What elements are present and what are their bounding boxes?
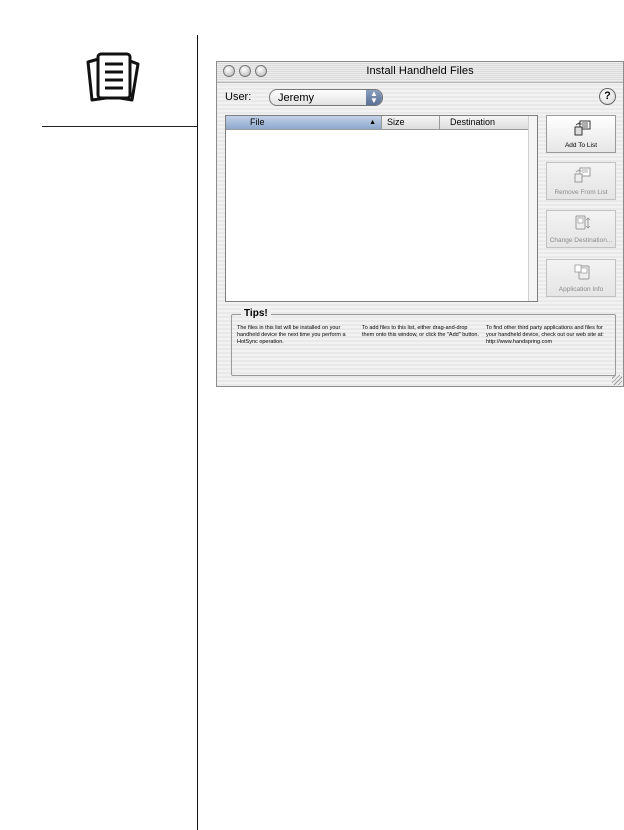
remove-file-icon [573, 167, 591, 183]
column-header-destination[interactable]: Destination [440, 116, 532, 129]
file-list[interactable] [225, 115, 538, 302]
tip-find-apps: To find other third party applications and files for your handheld device, check out our web site at: http://www.handspring.com [486, 325, 604, 345]
tip-install-info: The files in this list will be installed on your handheld device the next time you perform a HotSync operation. [237, 325, 346, 345]
application-info-button[interactable] [546, 259, 616, 297]
note-pages-icon [84, 52, 144, 104]
sort-ascending-icon: ▲ [369, 119, 376, 126]
user-label: User: [225, 91, 252, 103]
tip-add-files: To add files to this list, either drag-and-drop them onto this window, or click the "Add" button. [362, 325, 480, 338]
application-info-icon [573, 264, 591, 280]
list-header [226, 116, 537, 130]
user-popup-menu[interactable] [269, 89, 383, 106]
change-destination-label: Change Destination... [549, 237, 613, 244]
change-destination-button[interactable] [546, 210, 616, 248]
margin-vertical-rule [197, 35, 198, 830]
remove-from-list-label: Remove From List [554, 189, 608, 196]
column-header-size[interactable]: Size [382, 116, 440, 129]
list-scrollbar[interactable] [528, 116, 537, 301]
install-handheld-files-window [216, 61, 624, 387]
margin-horizontal-rule [42, 126, 197, 127]
title-bar[interactable] [217, 62, 623, 83]
help-button[interactable]: ? [599, 88, 616, 105]
add-to-list-label: Add To List [564, 142, 598, 149]
window-title: Install Handheld Files [366, 65, 474, 77]
add-file-icon [573, 120, 591, 136]
resize-grip-icon[interactable] [612, 375, 622, 385]
column-label-file: File [250, 117, 265, 127]
popup-arrows-icon: ▲ ▼ [366, 90, 382, 105]
user-selected-value: Jeremy [278, 92, 315, 104]
column-header-file[interactable] [226, 116, 382, 129]
remove-from-list-button[interactable] [546, 162, 616, 200]
tips-group [231, 308, 616, 376]
application-info-label: Application Info [558, 286, 604, 293]
change-destination-icon [573, 215, 591, 231]
add-to-list-button[interactable] [546, 115, 616, 153]
tips-title: Tips! [241, 308, 271, 319]
